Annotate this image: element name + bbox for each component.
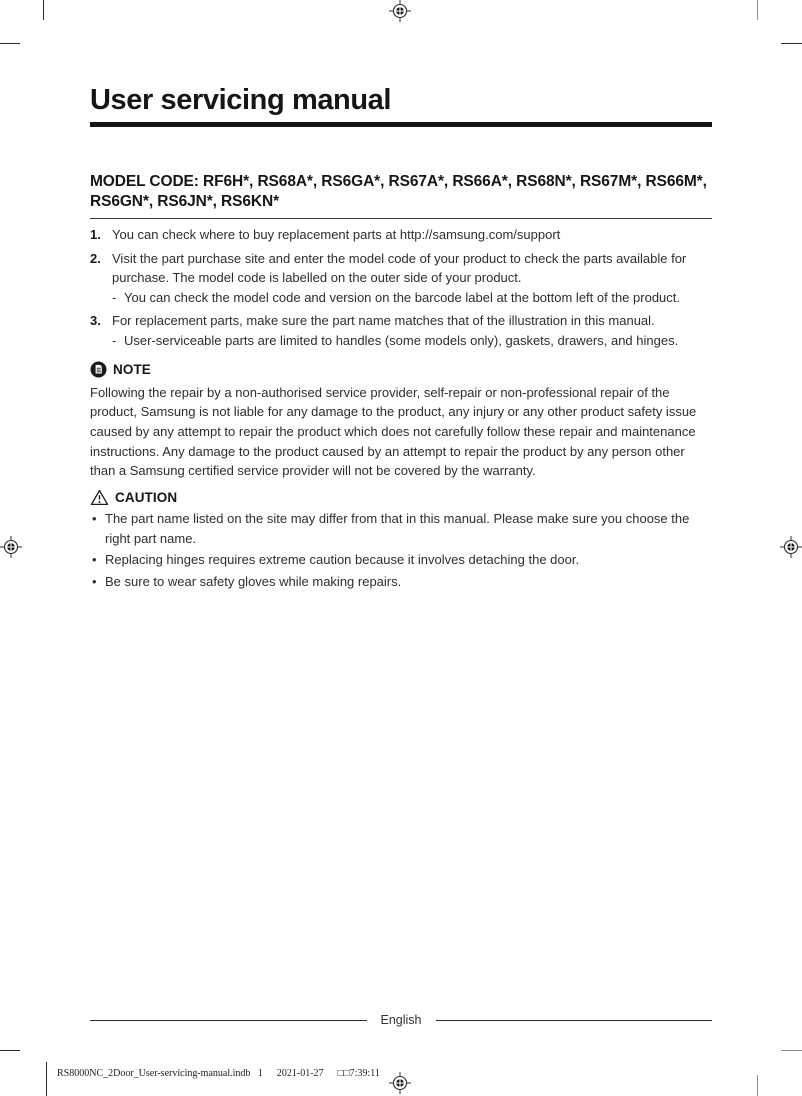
- print-info-line: [57, 1068, 380, 1079]
- note-icon: [90, 361, 107, 378]
- crop-mark-bottom-left-h: [0, 1050, 20, 1051]
- caution-heading: [90, 489, 712, 506]
- footer-language-label: English: [380, 1013, 422, 1027]
- model-heading-rule: [90, 218, 712, 219]
- step-2: [90, 249, 712, 288]
- crop-mark-top-right-h: [781, 43, 802, 44]
- step-3: [90, 311, 712, 331]
- model-code-heading: MODEL CODE: RF6H*, RS68A*, RS6GA*, RS67A*, RS66A*, RS68N*, RS67M*, RS66M*, RS6GN*, RS6JN*, RS6KN*: [90, 173, 707, 210]
- note-body: Following the repair by a non-authorised service provider, self-repair or non-professional repair of the product, Samsung is not liable for any damage to the product, any injury or any other product safety issue caused by any attempt to repair the product which does not carefully follow these repair and maintenance instructions. Any damage to the product caused by an attempt to repair the product by any person other than a Samsung certified service provider will not be covered by the warranty.: [90, 384, 697, 479]
- caution-list: [90, 509, 712, 591]
- step-text: You can check where to buy replacement parts at http://samsung.com/support: [112, 227, 561, 242]
- print-date: 2021-01-27: [276, 1068, 324, 1079]
- dash-marker: -: [112, 289, 117, 305]
- step-3-subnote: [90, 331, 712, 351]
- dash-marker: -: [112, 332, 117, 348]
- page-title: User servicing manual: [90, 84, 392, 116]
- step-number: 1.: [90, 227, 101, 242]
- caution-item: [90, 509, 712, 548]
- note-heading: [90, 361, 712, 378]
- title-rule: [90, 122, 712, 127]
- bullet-marker: •: [92, 573, 97, 589]
- footer-rule-right: [436, 1020, 713, 1021]
- step-text: For replacement parts, make sure the part name matches that of the illustration in this manual.: [112, 313, 655, 329]
- footer-rule-left: [90, 1020, 367, 1021]
- caution-item: [90, 572, 712, 592]
- registration-mark-bottom-center: [389, 1072, 411, 1094]
- registration-mark-right-middle: [780, 536, 802, 558]
- caution-text: The part name listed on the site may differ from that in this manual. Please make sure you choose the right part name.: [105, 511, 690, 546]
- page-footer: [90, 1013, 712, 1027]
- print-file-name: RS8000NC_2Door_User-servicing-manual.indb 1: [57, 1068, 263, 1079]
- registration-mark-left-middle: [0, 536, 22, 558]
- instruction-steps: [90, 225, 712, 351]
- step-1: [90, 225, 712, 245]
- caution-label: CAUTION: [115, 490, 178, 506]
- crop-mark-top-left-v: [43, 0, 44, 20]
- bullet-marker: •: [92, 552, 97, 568]
- substep-text: User-serviceable parts are limited to handles (some models only), gaskets, drawers, and hinges.: [124, 332, 679, 348]
- caution-icon: [90, 489, 109, 506]
- page-content: [90, 0, 712, 591]
- print-time: □□7:39:11: [337, 1068, 380, 1079]
- crop-mark-bottom-right-h: [781, 1050, 802, 1051]
- caution-item: [90, 550, 712, 570]
- caution-text: Be sure to wear safety gloves while making repairs.: [105, 573, 402, 589]
- step-number: 3.: [90, 313, 101, 329]
- crop-mark-bottom-right-v: [757, 1075, 758, 1096]
- note-label: NOTE: [113, 361, 151, 377]
- step-2-subnote: [90, 288, 712, 308]
- step-number: 2.: [90, 250, 101, 266]
- crop-mark-top-left-h: [0, 43, 20, 44]
- bullet-marker: •: [92, 511, 97, 527]
- step-text: Visit the part purchase site and enter the model code of your product to check the parts available for purchase. The model code is labelled on the outer side of your product.: [112, 250, 687, 286]
- crop-mark-top-right-v: [757, 0, 758, 20]
- substep-text: You can check the model code and version on the barcode label at the bottom left of the product.: [124, 289, 680, 305]
- crop-mark-bottom-left-v: [46, 1062, 47, 1096]
- caution-text: Replacing hinges requires extreme caution because it involves detaching the door.: [105, 552, 580, 568]
